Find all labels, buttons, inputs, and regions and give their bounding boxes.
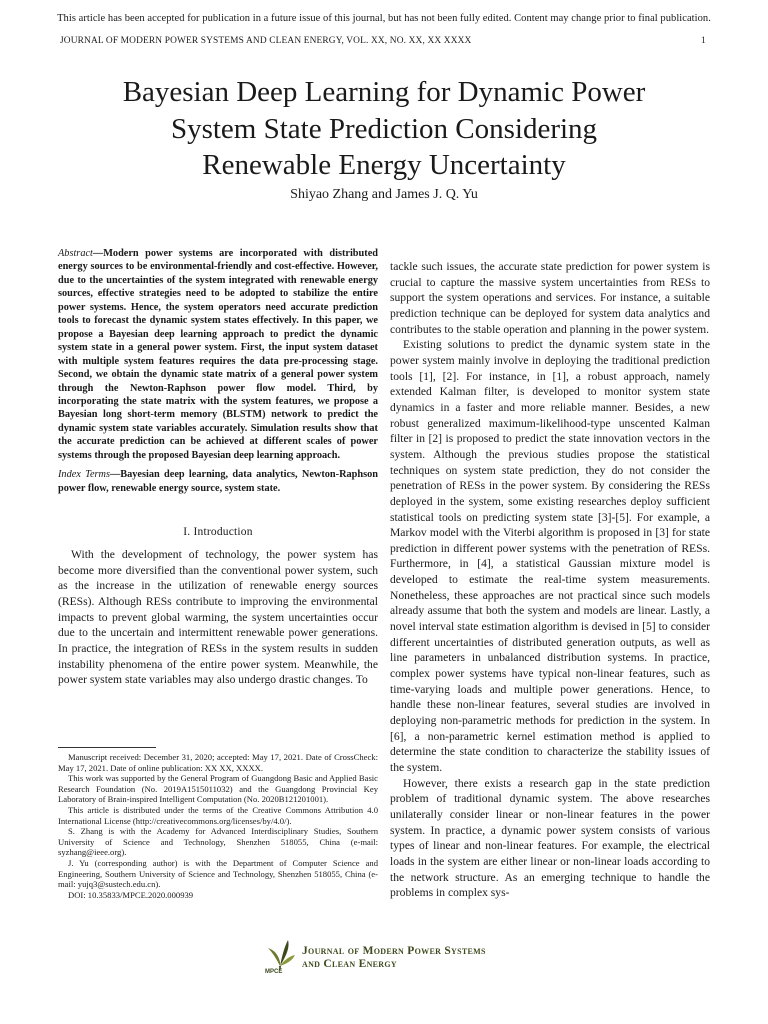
intro-paragraph-1-continued: tackle such issues, the accurate state prediction for power system is crucial to capture the massive system uncertainties from RESs to support the system operations and services. For instance, a suitable prediction technique can be deployed for system data analytics and contributes to the stable operation and planning in the power system. xyxy=(390,260,710,336)
abstract-label: Abstract xyxy=(58,248,93,259)
paper-title xyxy=(40,74,728,184)
footnote-doi: DOI: 10.35833/MPCE.2020.000939 xyxy=(68,889,194,900)
right-column xyxy=(390,259,710,901)
index-terms xyxy=(58,468,378,495)
running-head: JOURNAL OF MODERN POWER SYSTEMS AND CLEAN ENERGY, VOL. XX, NO. XX, XX XXXX xyxy=(60,36,472,46)
page-number: 1 xyxy=(701,36,706,46)
footnote-license: This article is distributed under the terms of the Creative Commons Attribution 4.0 International License (http://creativecommons.org/licenses/by/4.0/). xyxy=(58,804,378,826)
index-terms-label: Index Terms xyxy=(58,469,110,481)
intro-paragraph-3: However, there exists a research gap in the state prediction problem of traditional dynamic system. The above researches unilaterally consider linear or non-linear features in the power system. In practice, a dynamic power system consists of various types of linear and non-linear features. For example, the electrical loads in the system are either linear or non-linear loads according to the network structure. As an emerging technique to handle the problems in complex sys- xyxy=(390,776,710,900)
logo-title xyxy=(302,945,486,971)
section-heading-introduction: I. Introduction xyxy=(183,526,253,539)
journal-logo xyxy=(262,936,512,980)
intro-paragraph-1: With the development of technology, the power system has become more diversified than the conventional power system, such as the increase in the utilization of renewable energy sources (RESs). Although RESs contribute to improving the environmental impacts to prevent global warming, the system uncertainties occur due to the uncertain and intermittent renewable power generations. In practice, the integration of RESs in the system results in sudden instability phenomena of the entire power system. Meanwhile, the power system state variables may also undergo drastic changes. To xyxy=(58,548,378,687)
left-column xyxy=(58,247,378,688)
title-line-1: Bayesian Deep Learning for Dynamic Power xyxy=(122,76,646,108)
abstract xyxy=(58,247,378,462)
abstract-text: —Modern power systems are incorporated with distributed energy sources to be environmental-friendly and cost-effective. However, due to the uncertainties of the system integrated with renewable energy sources, effective strategies need to be adopted to stabilize the entire power systems. Hence, the system operators need accurate prediction tools to forecast the dynamic system states effectively. In this paper, we propose a Bayesian deep learning approach to predict the dynamic system state in a general power system. First, the input system dataset with multiple system features requires the data pre-processing stage. Second, we obtain the dynamic state matrix of a general power system through the Newton-Raphson power flow model. Third, by incorporating the state matrix with the system features, we propose a Bayesian long short-term memory (BLSTM) network to predict the dynamic system state variables accurately. Simulation results show that the accurate prediction can be achieved at different scales of power systems through the proposed Bayesian deep learning approach. xyxy=(58,248,378,461)
intro-paragraph-2: Existing solutions to predict the dynamic system state in the power system mainly involve in deploying the traditional prediction tools [1], [2]. For instance, in [1], a robust approach, namely extended Kalman filter, is developed to monitor system state dynamics in a faster and more reliable manner. Besides, a new robust generalized maximum-likelihood-type unscented Kalman filter in [2] is proposed to predict the state innovation vectors in the system. Although the previous studies propose the statistical techniques on system state prediction, they do not consider the penetration of RESs in the power system. By considering the RESs deployed in the system, some existing researches deploy sufficient statistical tools on predicting system state [3]-[5]. For example, a Markov model with the Viterbi algorithm is proposed in [3] for state prediction in different power systems with the penetration of RESs. Furthermore, in [4], a statistical Gaussian mixture model is developed to estimate the real-time system measurements. Nonetheless, these approaches are not practical since such models already assume that both the system and models are linear. Lastly, a novel interval state estimation algorithm is devised in [5] to consider different uncertainties of distributed generation outputs, as well as line parameters in unbalanced distribution systems. In practice, complex power systems have typical non-linear features, such as time-varying loads and multiple power generations. Hence, to handle these non-linear features, several studies are involved in deploying non-parametric methods for prediction in the system. In [6], a non-parametric kernel estimation method is applied to determine the state condition to characterize the stability issues of the system. xyxy=(390,338,710,774)
footnote-author-zhang: S. Zhang is with the Academy for Advanced Interdisciplinary Studies, Southern University of Science and Technology, Shenzhen 518055, China (e-mail: syzhang@ieee.org). xyxy=(58,826,378,858)
footnote-funding: This work was supported by the General Program of Guangdong Basic and Applied Basic Research Foundation (No. 2019A1515011032) and the Guangdong Provincial Key Laboratory of Brain-inspired Intelligent Computation (No. 2020B121201001). xyxy=(58,773,378,805)
publication-notice: This article has been accepted for publication in a future issue of this journal, but has not been fully edited. Content may change prior to final publication. xyxy=(57,13,711,24)
footnote-author-yu: J. Yu (corresponding author) is with the Department of Computer Science and Engineering, Southern University of Science and Technology, Shenzhen 518055, China (e-mail: yujq3@sustech.edu.cn). xyxy=(58,857,378,890)
logo-title-line-2: and Clean Energy xyxy=(302,958,397,970)
logo-abbreviation: MPCE xyxy=(265,969,283,975)
index-terms-text: —Bayesian deep learning, data analytics, Newton-Raphson power flow, renewable energy source, system state. xyxy=(58,469,378,494)
author-list: Shiyao Zhang and James J. Q. Yu xyxy=(290,187,478,202)
footnotes xyxy=(58,752,378,900)
title-line-2: System State Prediction Considering xyxy=(170,112,598,145)
title-line-3: Renewable Energy Uncertainty xyxy=(202,149,566,181)
logo-title-line-1: Journal of Modern Power Systems xyxy=(302,945,486,957)
footnote-divider xyxy=(58,747,156,748)
footnote-manuscript: Manuscript received: December 31, 2020; accepted: May 17, 2021. Date of CrossCheck: May 17, 2021. Date of online publication: XX XX, XXXX. xyxy=(58,752,378,773)
